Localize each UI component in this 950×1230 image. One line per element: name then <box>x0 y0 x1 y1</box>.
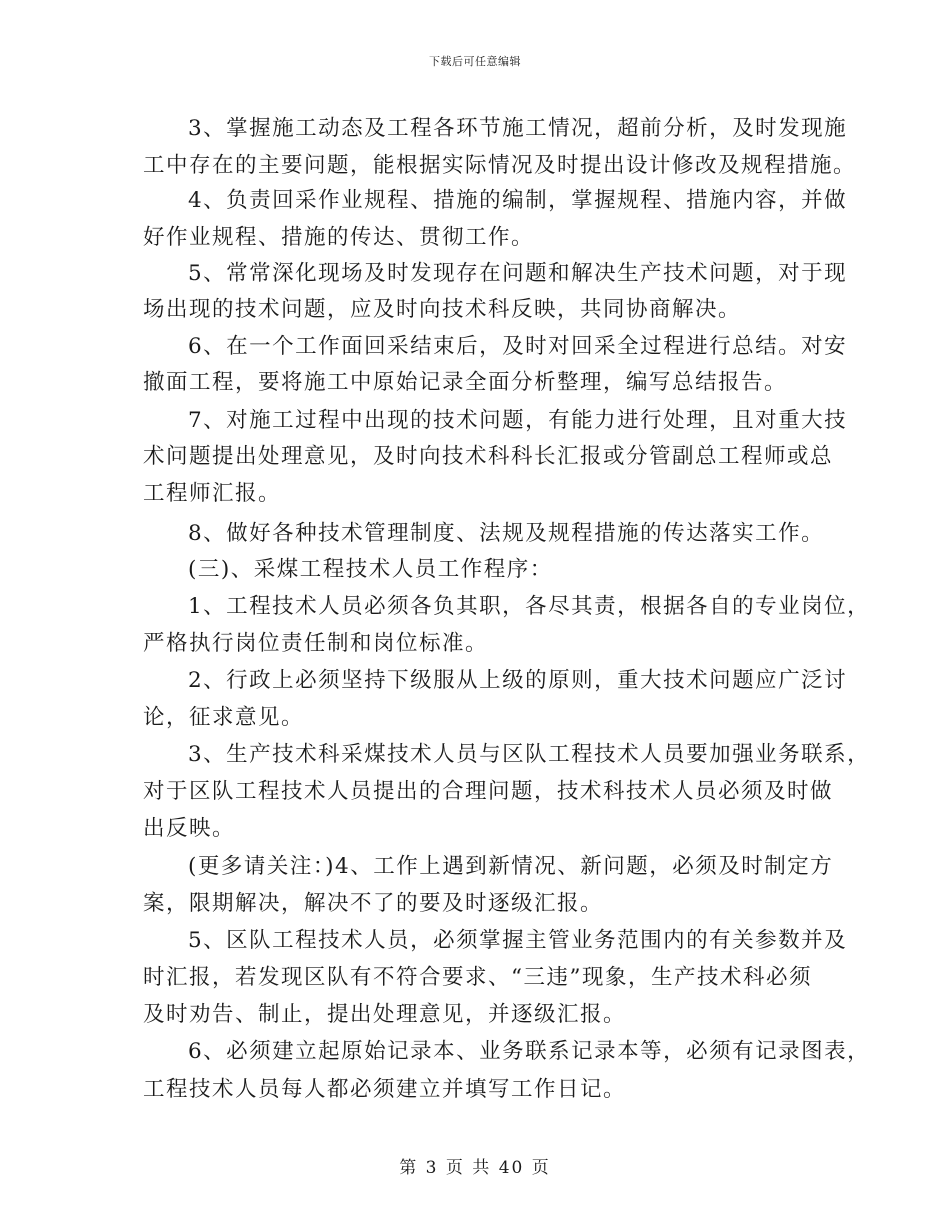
paragraph-line: 严格执行岗位责任制和岗位标准。 <box>143 631 489 656</box>
paragraph-line: 1、工程技术人员必须各负其职，各尽其责，根据各自的专业岗位， <box>188 594 871 619</box>
paragraph-line: (更多请关注：)4、工作上遇到新情况、新问题，必须及时制定方 <box>188 854 834 879</box>
paragraph-line: 场出现的技术问题，应及时向技术科反映，共同协商解决。 <box>143 297 742 322</box>
section-heading: (三)、采煤工程技术人员工作程序： <box>188 557 553 582</box>
paragraph-line: 工程技术人员每人都必须建立并填写工作日记。 <box>143 1077 627 1102</box>
paragraph-line: 对于区队工程技术人员提出的合理问题，技术科技术人员必须及时做 <box>143 779 834 804</box>
paragraph-line: 术问题提出处理意见，及时向技术科科长汇报或分管副总工程师或总 <box>143 444 834 469</box>
paragraph-line: 3、生产技术科采煤技术人员与区队工程技术人员要加强业务联系， <box>188 742 871 767</box>
current-page-number: 3 <box>425 1158 439 1178</box>
paragraph-line: 4、负责回采作业规程、措施的编制，掌握规程、措施内容，并做 <box>188 188 848 213</box>
footer-suffix: 页 <box>531 1158 551 1178</box>
total-page-count: 40 <box>498 1158 525 1178</box>
paragraph-line: 好作业规程、措施的传达、贯彻工作。 <box>143 225 535 250</box>
paragraph-line: 案，限期解决，解决不了的要及时逐级汇报。 <box>143 891 604 916</box>
paragraph-line: 工程师汇报。 <box>143 481 282 506</box>
paragraph-line: 时汇报，若发现区队有不符合要求、“三违”现象，生产技术科必须 <box>143 965 812 990</box>
paragraph-line: 出反映。 <box>143 816 236 841</box>
paragraph-line: 论，征求意见。 <box>143 705 305 730</box>
paragraph-line: 工中存在的主要问题，能根据实际情况及时提出设计修改及规程措施。 <box>143 153 857 178</box>
footer-middle: 页 共 <box>445 1158 492 1178</box>
paragraph-line: 6、在一个工作面回采结束后，及时对回采全过程进行总结。对安 <box>188 334 848 359</box>
paragraph-line: 撤面工程，要将施工中原始记录全面分析整理，编写总结报告。 <box>143 370 788 395</box>
paragraph-line: 及时劝告、制止，提出处理意见，并逐级汇报。 <box>143 1002 627 1027</box>
paragraph-line: 8、做好各种技术管理制度、法规及规程措施的传达落实工作。 <box>188 521 825 546</box>
page-header: 下载后可任意编辑 <box>429 55 521 68</box>
paragraph-line: 5、常常深化现场及时发现存在问题和解决生产技术问题，对于现 <box>188 261 848 286</box>
footer-prefix: 第 <box>399 1158 419 1178</box>
paragraph-line: 2、行政上必须坚持下级服从上级的原则，重大技术问题应广泛讨 <box>188 668 848 693</box>
paragraph-line: 6、必须建立起原始记录本、业务联系记录本等，必须有记录图表， <box>188 1039 871 1064</box>
paragraph-line: 5、区队工程技术人员，必须掌握主管业务范围内的有关参数并及 <box>188 928 848 953</box>
paragraph-line: 7、对施工过程中出现的技术问题，有能力进行处理，且对重大技 <box>188 408 848 433</box>
page-footer <box>0 1153 950 1178</box>
paragraph-line: 3、掌握施工动态及工程各环节施工情况，超前分析，及时发现施 <box>188 116 848 141</box>
